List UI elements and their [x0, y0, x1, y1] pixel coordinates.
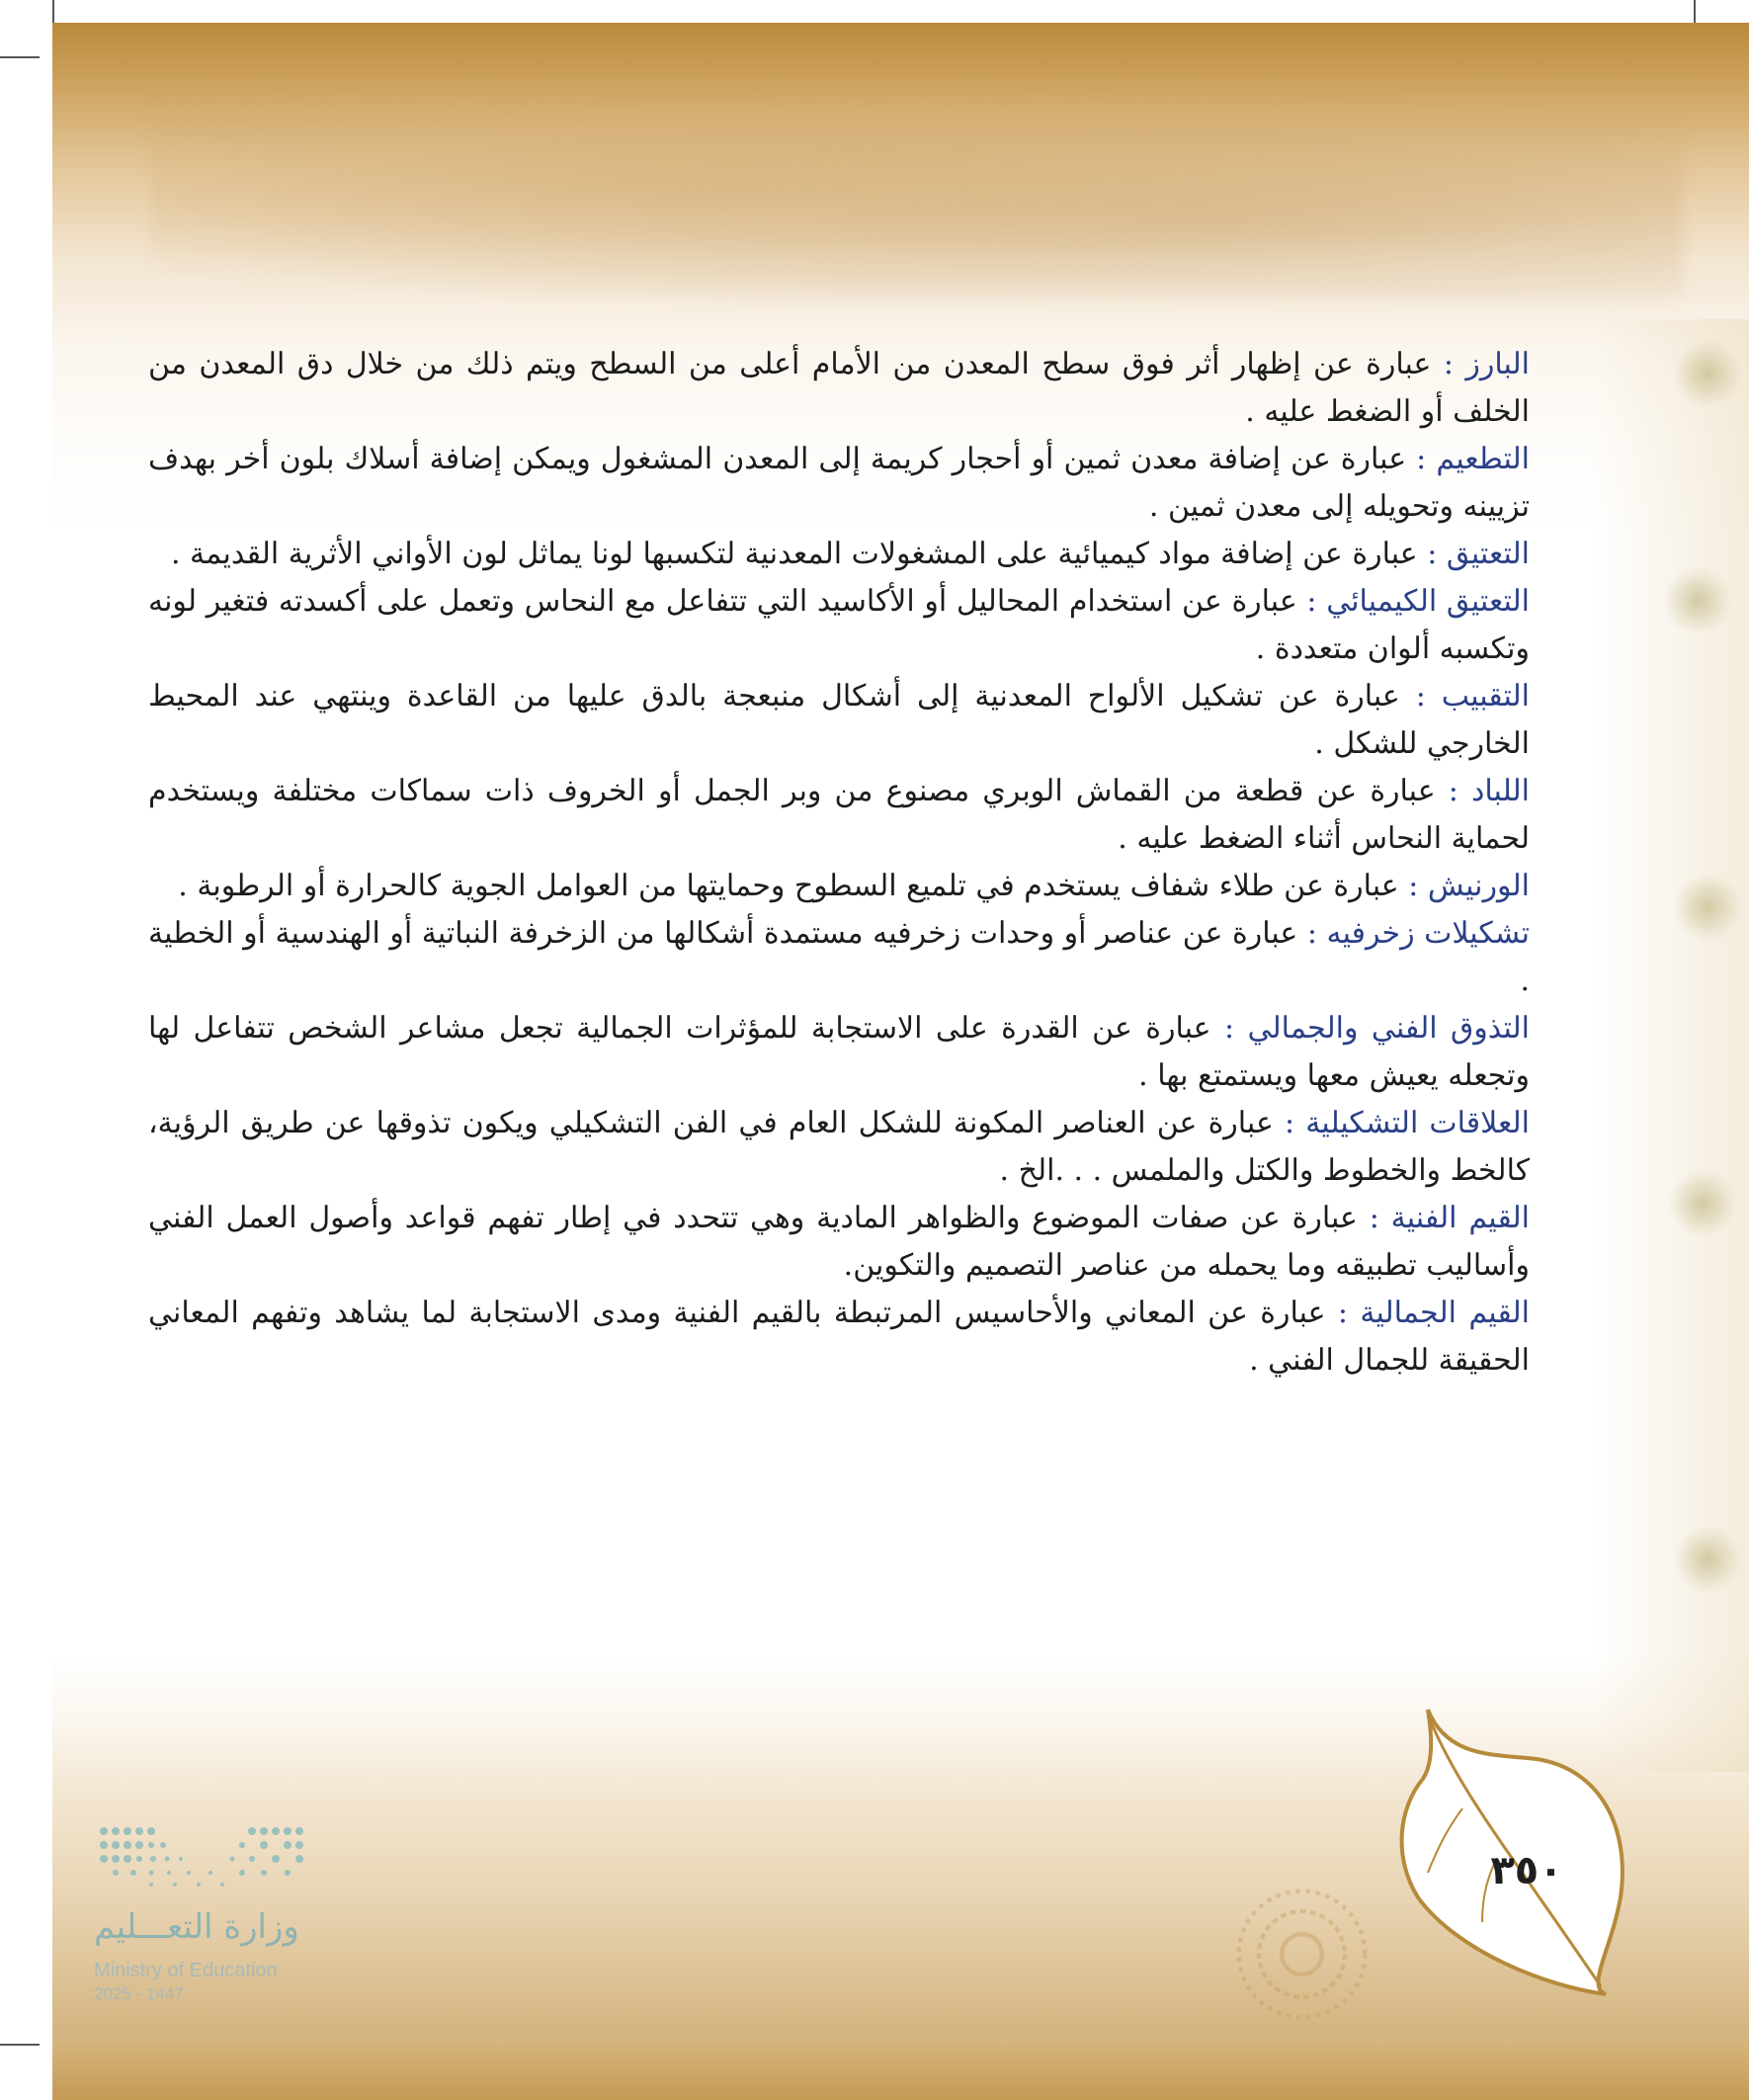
glossary-definition: عبارة عن عناصر أو وحدات زخرفيه مستمدة أشكالها من الزخرفة النباتية أو الهندسية أو الخطية .: [148, 916, 1530, 998]
glossary-entry: [148, 1195, 1530, 1290]
page-number: ٣٥٠: [1490, 1848, 1563, 1893]
glossary-entry: [148, 768, 1530, 863]
glossary-definition: عبارة عن إظهار أثر فوق سطح المعدن من الأمام أعلى من السطح ويتم ذلك من خلال دق المعدن من الخلف أو الضغط عليه .: [148, 347, 1530, 429]
glossary-term: البارز :: [1443, 347, 1531, 381]
glossary-term: تشكيلات زخرفيه :: [1306, 916, 1530, 951]
side-ornament: [1673, 1525, 1742, 1594]
glossary-entry: [148, 910, 1530, 1005]
glossary-entry: [148, 531, 1530, 578]
ministry-years: 2025 - 1447: [94, 1984, 184, 2003]
glossary-term: القيم الجمالية :: [1337, 1296, 1530, 1330]
glossary-definition: عبارة عن إضافة معدن ثمين أو أحجار كريمة إلى المعدن المشغول ويمكن إضافة أسلاك بلون أخر بهدف تزيينه وتحويله إلى معدن ثمين .: [148, 442, 1530, 524]
side-ornament: [1673, 873, 1742, 942]
glossary-definition: عبارة عن صفات الموضوع والظواهر المادية وهي تتحدد في إطار تفهم قواعد وأصول العمل الفني وأساليب تطبيقه وما يحمله من عناصر التصميم والتكوين.: [148, 1201, 1530, 1283]
glossary-term: اللباد :: [1448, 774, 1531, 808]
glossary-definition: عبارة عن العناصر المكونة للشكل العام في الفن التشكيلي ويكون تذوقها عن طريق الرؤية، كالخط والخطوط والكتل والملمس . . .الخ .: [148, 1106, 1530, 1188]
header-blurred-decoration: [151, 102, 1683, 299]
sun-ornament-icon: [1230, 1883, 1374, 2026]
glossary-entry: [148, 1290, 1530, 1385]
glossary-list: [148, 341, 1530, 1385]
side-decoration-strip: [1594, 319, 1749, 1772]
crop-mark: [0, 2044, 40, 2046]
glossary-term: التطعيم :: [1416, 442, 1530, 476]
glossary-definition: عبارة عن المعاني والأحاسيس المرتبطة بالقيم الفنية ومدى الاستجابة لما يشاهد وتفهم المعاني الحقيقة للجمال الفني .: [148, 1296, 1530, 1378]
crop-mark: [0, 56, 40, 58]
glossary-entry: [148, 863, 1530, 910]
glossary-entry: [148, 673, 1530, 768]
glossary-definition: عبارة عن قطعة من القماش الوبري مصنوع من وبر الجمل أو الخروف ذات سماكات مختلفة ويستخدم لحماية النحاس أثناء الضغط عليه .: [148, 774, 1530, 856]
glossary-term: التذوق الفني والجمالي :: [1223, 1011, 1530, 1046]
side-ornament: [1663, 566, 1732, 635]
side-ornament: [1668, 1169, 1737, 1238]
glossary-term: التعتيق الكيميائي :: [1306, 584, 1530, 619]
glossary-definition: عبارة عن طلاء شفاف يستخدم في تلميع السطوح وحمايتها من العوامل الجوية كالحرارة أو الرطوبة .: [178, 869, 1409, 903]
side-ornament: [1673, 339, 1742, 408]
glossary-term: القيم الفنية :: [1369, 1201, 1530, 1235]
glossary-definition: عبارة عن القدرة على الاستجابة للمؤثرات الجمالية تجعل مشاعر الشخص تتفاعل لها وتجعله يعيش معها ويستمتع بها .: [148, 1011, 1530, 1093]
glossary-term: الورنيش :: [1408, 869, 1530, 903]
glossary-entry: [148, 1100, 1530, 1195]
footer-band: [52, 2039, 1749, 2100]
ministry-name-english: Ministry of Education: [94, 1960, 278, 1981]
glossary-entry: [148, 1005, 1530, 1100]
ministry-logo-icon: [94, 1823, 311, 1892]
glossary-entry: [148, 341, 1530, 436]
glossary-entry: [148, 436, 1530, 531]
ministry-name-arabic: وزارة التعـــليم: [94, 1907, 299, 1947]
glossary-definition: عبارة عن إضافة مواد كيميائية على المشغولات المعدنية لتكسبها لونا يماثل لون الأواني الأثرية القديمة .: [170, 537, 1428, 571]
glossary-definition: عبارة عن استخدام المحاليل أو الأكاسيد التي تتفاعل مع النحاس وتعمل على أكسدته فتغير لونه وتكسبه ألوان متعددة .: [148, 584, 1530, 666]
glossary-term: التعتيق :: [1427, 537, 1530, 571]
glossary-definition: عبارة عن تشكيل الألواح المعدنية إلى أشكال منبعجة بالدق عليها من القاعدة وينتهي عند المحيط الخارجي للشكل .: [148, 679, 1530, 761]
glossary-term: التقبيب :: [1415, 679, 1530, 714]
glossary-term: العلاقات التشكيلية :: [1285, 1106, 1530, 1140]
glossary-entry: [148, 578, 1530, 673]
